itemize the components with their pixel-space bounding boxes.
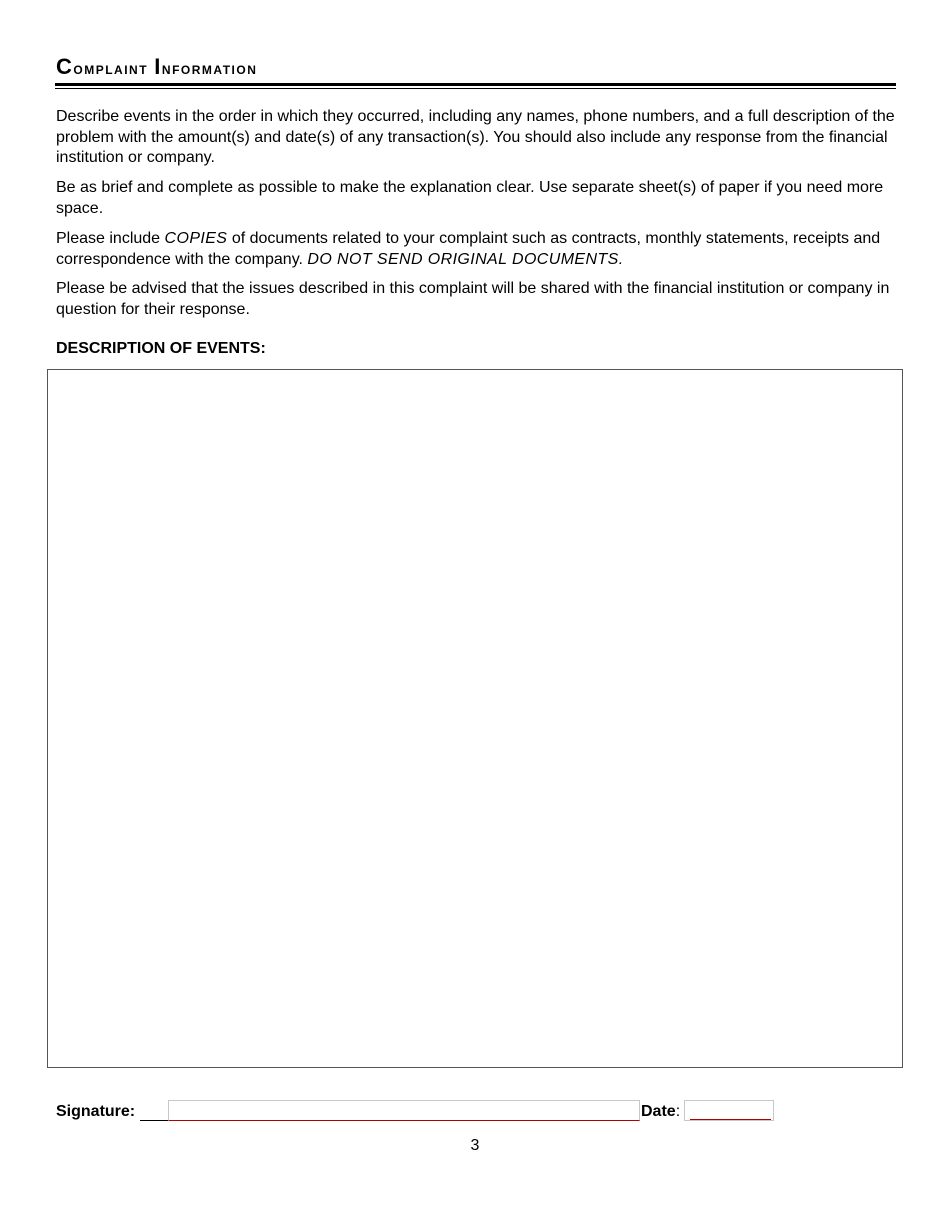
instruction-paragraph-3-lead: Please include xyxy=(56,230,165,247)
signature-field[interactable] xyxy=(168,1100,640,1121)
instruction-paragraph-2: Be as brief and complete as possible to make the explanation clear. Use separate sheet(s) of paper if you need more space. xyxy=(56,179,884,217)
page-title-word-1: omplaint xyxy=(73,59,149,78)
copies-emphasis: COPIES xyxy=(164,230,228,247)
page-title-word-2: nformation xyxy=(161,59,258,78)
description-of-events-box[interactable] xyxy=(47,369,903,1068)
date-label-text: Date xyxy=(641,1103,676,1120)
page-title xyxy=(56,54,257,82)
date-label-colon: : xyxy=(675,1103,681,1120)
page-title-initial-1: C xyxy=(56,54,74,79)
description-of-events-textarea[interactable] xyxy=(48,370,902,1067)
page-title-initial-2: I xyxy=(154,54,162,79)
signature-underline xyxy=(140,1120,168,1121)
description-of-events-label: DESCRIPTION OF EVENTS: xyxy=(56,340,266,357)
page-number: 3 xyxy=(470,1137,480,1154)
instruction-paragraph-3-body: of documents related to your complaint such as contracts, monthly statements, receipts and correspondence with the company. xyxy=(56,230,881,268)
instruction-paragraph-4: Please be advised that the issues described in this complaint will be shared with the financial institution or company in question for their response. xyxy=(56,280,890,318)
signature-label: Signature: xyxy=(56,1103,136,1120)
date-field[interactable] xyxy=(684,1100,774,1121)
title-rule-thick xyxy=(55,83,896,86)
date-label xyxy=(641,1102,680,1122)
original-documents-warning: DO NOT SEND ORIGINAL DOCUMENTS. xyxy=(307,250,624,268)
instruction-paragraph-3 xyxy=(56,229,896,270)
title-rule-thin xyxy=(55,88,896,89)
date-input[interactable] xyxy=(685,1101,773,1120)
instruction-paragraph-1: Describe events in the order in which they occurred, including any names, phone numbers, and a full description of the problem with the amount(s) and date(s) of any transaction(s). You should also include any response from the financial institution or company. xyxy=(56,108,895,166)
date-field-underline xyxy=(690,1119,771,1120)
signature-input[interactable] xyxy=(169,1101,639,1120)
